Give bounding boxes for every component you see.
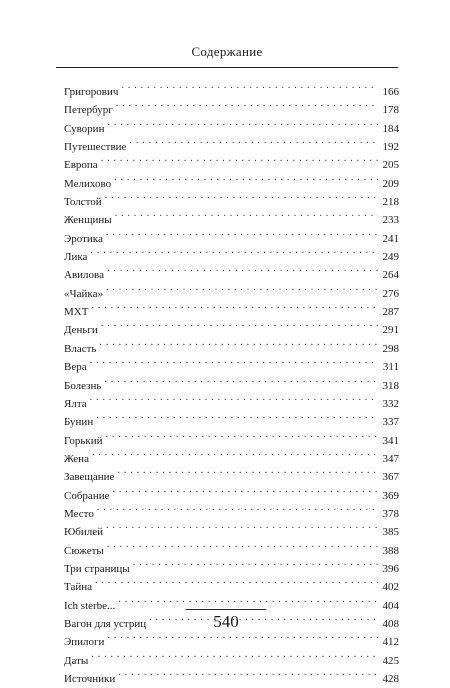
toc-entry bbox=[64, 554, 399, 575]
dot-leader bbox=[95, 572, 378, 590]
toc-entry-title: Завещание bbox=[64, 471, 115, 484]
toc-entry-title: Источники bbox=[64, 673, 116, 685]
toc-entry-page: 264 bbox=[382, 269, 399, 282]
toc-entry-title: Жена bbox=[64, 452, 89, 465]
toc-entry-title: Бунин bbox=[64, 416, 94, 429]
toc-entry-page: 412 bbox=[382, 636, 399, 649]
toc-entry bbox=[64, 444, 399, 465]
toc-entry-title: Мелихово bbox=[64, 177, 112, 190]
toc-entry-title: Путешествие bbox=[64, 141, 127, 154]
toc-entry-page: 178 bbox=[382, 104, 399, 117]
toc-entry-page: 337 bbox=[382, 416, 399, 429]
toc-entry-page: 378 bbox=[382, 507, 399, 520]
toc-entry-title: «Чайка» bbox=[64, 287, 103, 300]
toc-entry bbox=[64, 260, 399, 282]
dot-leader bbox=[117, 462, 378, 480]
toc-entry-title: Даты bbox=[64, 654, 89, 667]
toc-entry-page: 428 bbox=[382, 673, 399, 685]
toc-entry-title: Деньги bbox=[64, 324, 98, 337]
dot-leader bbox=[129, 132, 378, 150]
toc-entry-page: 425 bbox=[382, 654, 399, 667]
toc-entry-title: Толстой bbox=[64, 196, 102, 209]
toc-entry bbox=[64, 297, 399, 319]
running-header: Содержание bbox=[191, 44, 263, 59]
toc-entry-title: Ялта bbox=[64, 397, 87, 410]
toc-entry-page: 369 bbox=[382, 489, 399, 502]
dot-leader bbox=[115, 205, 378, 223]
toc-entry-title: Сюжеты bbox=[64, 544, 104, 557]
toc-entry bbox=[64, 389, 399, 410]
toc-entry-page: 311 bbox=[382, 361, 399, 374]
toc-entry-title: Европа bbox=[64, 159, 98, 172]
dot-leader bbox=[121, 77, 378, 95]
footer-rule bbox=[186, 609, 266, 610]
toc-entry-page: 404 bbox=[382, 599, 399, 612]
toc-entry-page: 367 bbox=[382, 471, 399, 484]
dot-leader bbox=[116, 95, 378, 113]
table-of-contents bbox=[64, 77, 399, 685]
toc-entry-page: 318 bbox=[382, 379, 399, 392]
toc-entry-title: Власть bbox=[64, 342, 97, 355]
toc-entry bbox=[64, 352, 399, 374]
toc-entry-page: 347 bbox=[382, 452, 399, 465]
dot-leader bbox=[106, 517, 378, 535]
dot-leader bbox=[105, 187, 378, 205]
toc-entry-page: 249 bbox=[382, 251, 399, 264]
dot-leader bbox=[107, 260, 378, 278]
toc-entry-title: Лика bbox=[64, 251, 88, 264]
toc-entry bbox=[64, 591, 399, 612]
toc-entry bbox=[64, 242, 399, 264]
toc-entry-title: Вагон для устриц bbox=[64, 617, 147, 630]
toc-entry bbox=[64, 224, 399, 245]
dot-leader bbox=[133, 554, 378, 572]
dot-leader bbox=[99, 334, 378, 352]
toc-entry-page: 396 bbox=[382, 562, 399, 575]
toc-entry bbox=[64, 334, 399, 355]
toc-entry-title: Суворин bbox=[64, 122, 105, 135]
toc-entry-page: 385 bbox=[382, 526, 399, 539]
toc-entry bbox=[64, 462, 399, 484]
dot-leader bbox=[106, 279, 378, 297]
toc-entry bbox=[64, 371, 399, 392]
dot-leader bbox=[104, 371, 378, 389]
dot-leader bbox=[118, 591, 378, 609]
toc-entry-page: 276 bbox=[382, 287, 399, 300]
toc-entry-title: Григорович bbox=[64, 86, 119, 98]
toc-entry bbox=[64, 77, 399, 98]
toc-entry-page: 205 bbox=[382, 159, 399, 172]
dot-leader bbox=[91, 297, 378, 315]
dot-leader bbox=[101, 315, 378, 333]
toc-entry bbox=[64, 315, 399, 337]
toc-entry-title: Эротика bbox=[64, 232, 103, 245]
toc-entry-title: Собрание bbox=[64, 489, 110, 502]
toc-entry-page: 388 bbox=[382, 544, 399, 557]
toc-entry bbox=[64, 187, 399, 209]
dot-leader bbox=[91, 646, 378, 664]
toc-entry-title: Юбилей bbox=[64, 526, 104, 539]
dot-leader bbox=[118, 664, 378, 682]
toc-entry-title: Петербург bbox=[64, 104, 113, 117]
toc-entry-page: 166 bbox=[382, 86, 399, 98]
toc-entry-page: 298 bbox=[382, 342, 399, 355]
toc-entry-title: Женщины bbox=[64, 214, 112, 227]
toc-entry bbox=[64, 407, 399, 429]
dot-leader bbox=[97, 499, 378, 517]
dot-leader bbox=[96, 407, 378, 425]
dot-leader bbox=[90, 389, 378, 407]
toc-entry-page: 184 bbox=[382, 122, 399, 135]
toc-entry-title: Болезнь bbox=[64, 379, 102, 392]
toc-entry bbox=[64, 536, 399, 557]
dot-leader bbox=[90, 352, 378, 370]
toc-entry bbox=[64, 664, 399, 685]
dot-leader bbox=[101, 150, 378, 168]
toc-entry-page: 291 bbox=[382, 324, 399, 337]
toc-entry-page: 192 bbox=[382, 141, 399, 154]
toc-entry bbox=[64, 169, 399, 190]
toc-entry-page: 218 bbox=[382, 196, 399, 209]
dot-leader bbox=[106, 224, 378, 242]
toc-entry bbox=[64, 279, 399, 300]
dot-leader bbox=[107, 536, 378, 554]
dot-leader bbox=[114, 169, 378, 187]
toc-entry bbox=[64, 481, 399, 502]
toc-entry bbox=[64, 572, 399, 594]
toc-entry-title: Тайна bbox=[64, 581, 92, 594]
toc-entry-page: 233 bbox=[382, 214, 399, 227]
toc-entry-page: 209 bbox=[382, 177, 399, 190]
dot-leader bbox=[90, 242, 378, 260]
toc-entry-title: Три страницы bbox=[64, 562, 130, 575]
toc-entry-title: Место bbox=[64, 507, 94, 520]
toc-entry-title: Эпилоги bbox=[64, 636, 105, 649]
toc-entry-page: 332 bbox=[382, 397, 399, 410]
toc-entry bbox=[64, 205, 399, 227]
toc-entry-title: Авилова bbox=[64, 269, 104, 282]
toc-entry bbox=[64, 646, 399, 667]
toc-entry-title: Ich sterbe... bbox=[64, 599, 116, 612]
dot-leader bbox=[112, 481, 378, 499]
toc-entry bbox=[64, 150, 399, 172]
toc-entry bbox=[64, 499, 399, 520]
toc-entry-page: 402 bbox=[382, 581, 399, 594]
dot-leader bbox=[106, 426, 378, 444]
dot-leader bbox=[107, 114, 378, 132]
page-number: 540 bbox=[213, 612, 239, 631]
toc-entry-page: 341 bbox=[382, 434, 399, 447]
toc-entry bbox=[64, 517, 399, 539]
toc-entry-title: МХТ bbox=[64, 306, 89, 319]
toc-entry-page: 241 bbox=[382, 232, 399, 245]
toc-entry-page: 287 bbox=[382, 306, 399, 319]
header-rule bbox=[56, 67, 398, 68]
toc-entry-page: 408 bbox=[382, 617, 399, 630]
toc-entry bbox=[64, 114, 399, 135]
toc-entry-title: Вера bbox=[64, 361, 87, 374]
toc-entry-title: Горький bbox=[64, 434, 103, 447]
toc-entry bbox=[64, 132, 399, 154]
toc-entry bbox=[64, 426, 399, 447]
dot-leader bbox=[92, 444, 378, 462]
